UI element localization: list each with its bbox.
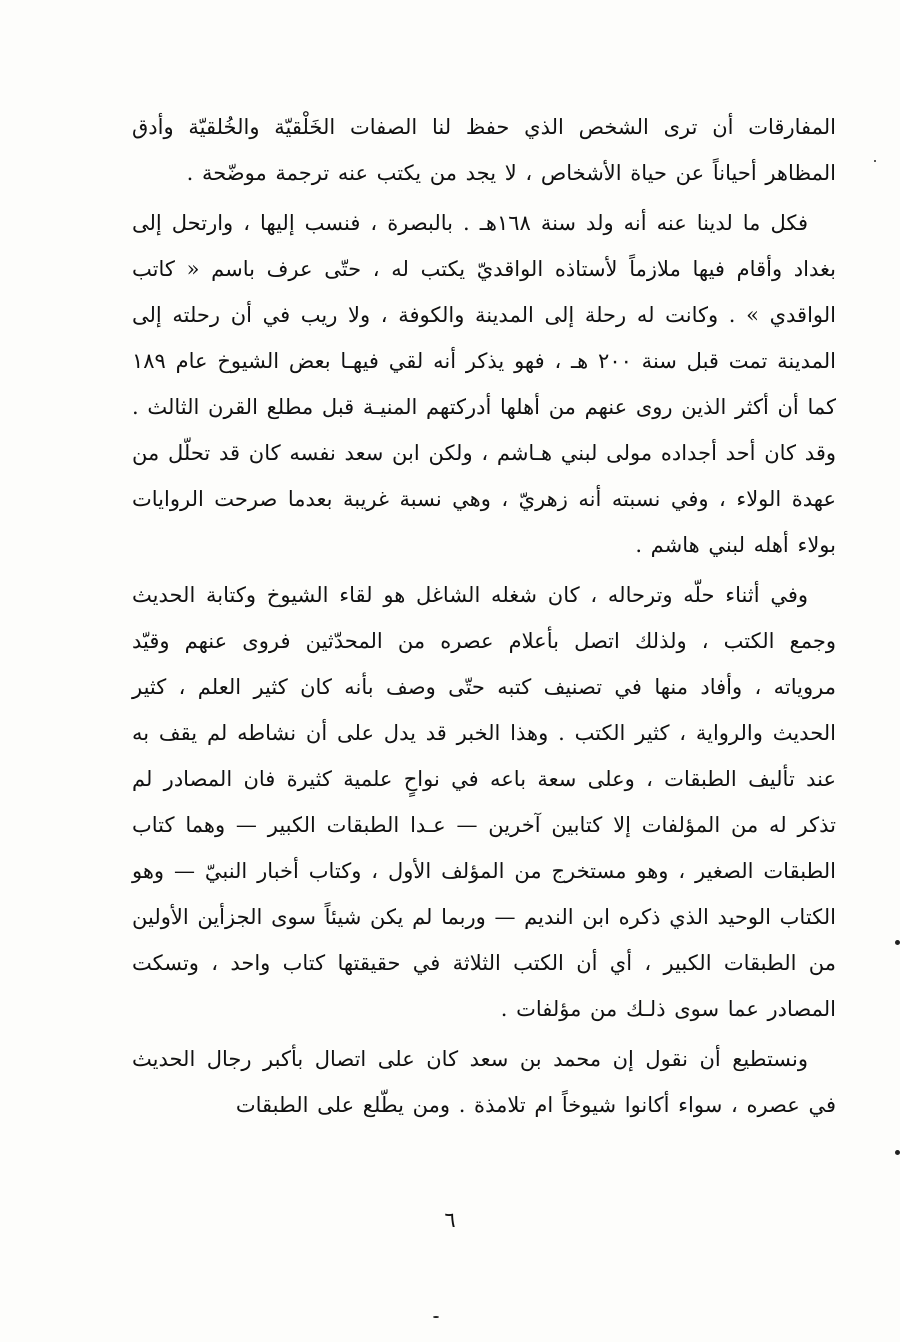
scan-speck: [874, 160, 876, 162]
page-number: ٦: [444, 1208, 456, 1232]
paragraph-4: ونستطيع أن نقول إن محمد بن سعد كان على اتصال بأكبر رجال الحديث في عصره ، سواء أكانوا شيوخاً ام تلامذة . ومن يطّلع على الطبقات: [132, 1047, 836, 1117]
body-text: [132, 104, 836, 1128]
scan-speck: [433, 1316, 439, 1318]
paragraph-2: فكل ما لدينا عنه أنه ولد سنة ١٦٨هـ . بالبصرة ، فنسب إليها ، وارتحل إلى بغداد وأقام فيها ملازماً لأستاذه الواقديّ يكتب له ، حتّى عرف باسم « كاتب الواقدي » . وكانت له رحلة إلى المدينة والكوفة ، ولا ريب في أن رحلته إلى المدينة تمت قبل سنة ٢٠٠ هـ ، فهو يذكر أنه لقي فيهـا بعض الشيوخ عام ١٨٩ كما أن أكثر الذين روى عنهم من أهلها أدركتهم المنيـة قبل مطلع القرن الثالث . وقد كان أحد أجداده مولى لبني هـاشم ، ولكن ابن سعد نفسه كان قد تحلّل من عهدة الولاء ، وفي نسبته أنه زهريّ ، وهي نسبة غريبة بعدما صرحت الروايات بولاء أهله لبني هاشم .: [132, 211, 836, 557]
scan-speck: [895, 1150, 900, 1155]
paragraph-3: وفي أثناء حلّه وترحاله ، كان شغله الشاغل هو لقاء الشيوخ وكتابة الحديث وجمع الكتب ، ولذلك اتصل بأعلام عصره من المحدّثين فروى عنهم وقيّد مروياته ، وأفاد منها في تصنيف كتبه حتّى وصف بأنه كان كثير العلم ، كثير الحديث والرواية ، كثير الكتب . وهذا الخبر قد يدل على أن نشاطه لم يقف به عند تأليف الطبقات ، وعلى سعة باعه في نواحٍ علمية كثيرة فان المصادر لم تذكر له من المؤلفات إلا كتابين آخرين — عـدا الطبقات الكبير — وهما كتاب الطبقات الصغير ، وهو مستخرج من المؤلف الأول ، وكتاب أخبار النبيّ — وهو الكتاب الوحيد الذي ذكره ابن النديم — وربما لم يكن شيئاً سوى الجزأين الأولين من الطبقات الكبير ، أي أن الكتب الثلاثة في حقيقتها كتاب واحد ، وتسكت المصادر عما سوى ذلـك من مؤلفات .: [132, 583, 836, 1021]
scan-speck: [895, 940, 900, 945]
paragraph-1: المفارقات أن ترى الشخص الذي حفظ لنا الصفات الخَلْقيّة والخُلقيّة وأدق المظاهر أحياناً عن حياة الأشخاص ، لا يجد من يكتب عنه ترجمة موضّحة .: [132, 115, 836, 185]
